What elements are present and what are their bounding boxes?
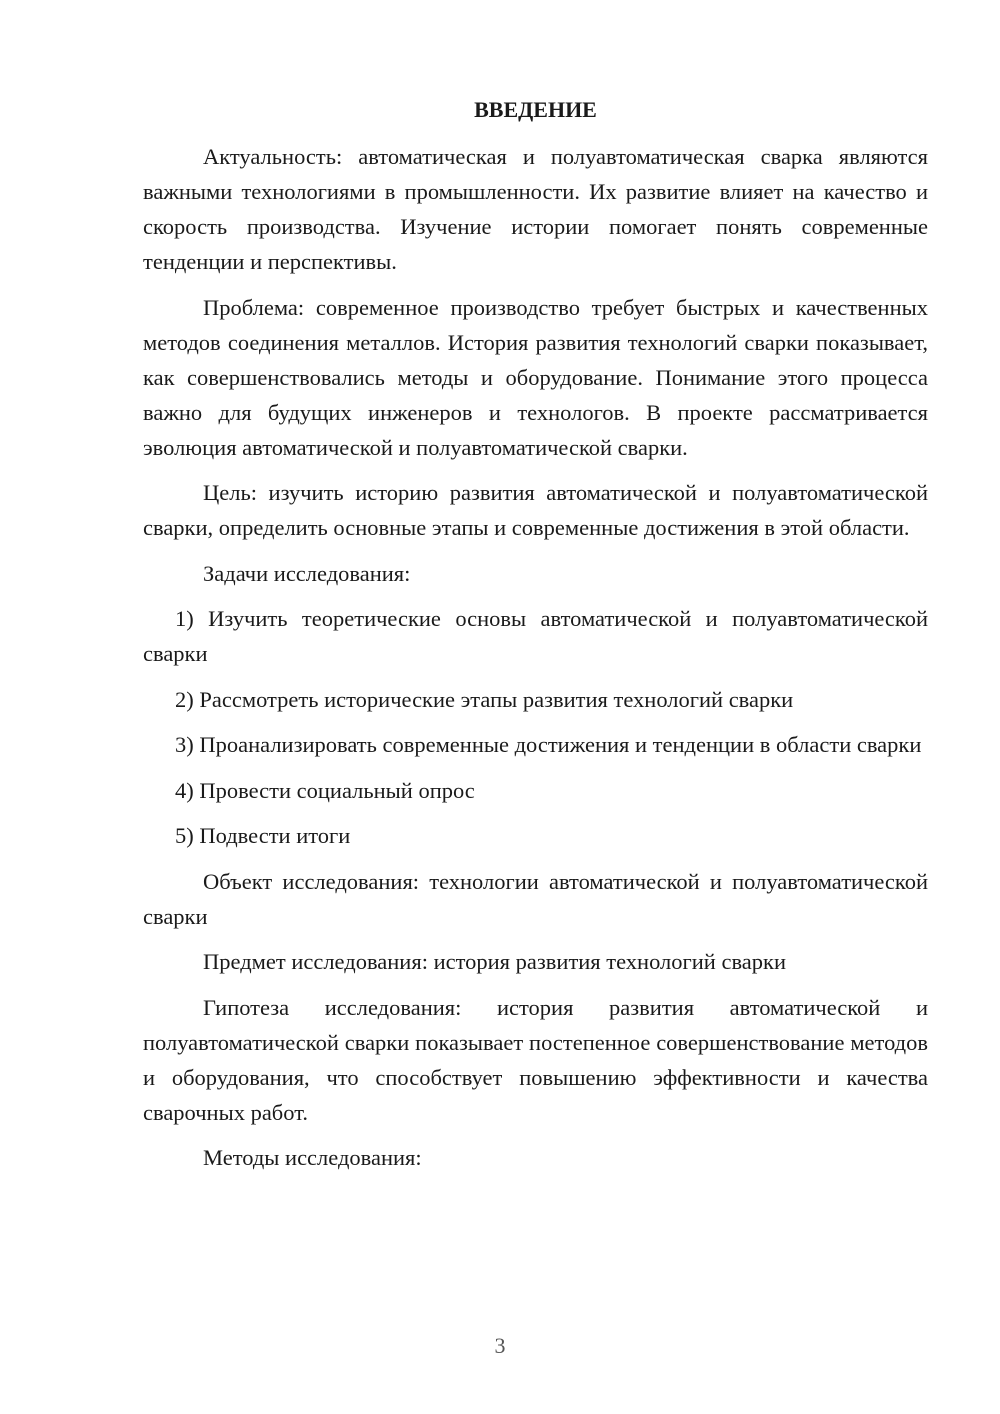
task-item-5: 5) Подвести итоги <box>175 823 351 848</box>
object-paragraph: Объект исследования: технологии автоматической и полуавтоматической сварки <box>143 868 928 929</box>
document-page <box>143 92 928 1186</box>
goal-paragraph: Цель: изучить историю развития автоматической и полуавтоматической сварки, определить основные этапы и современные достижения в этой области. <box>143 480 928 540</box>
problem-paragraph: Проблема: современное производство требует быстрых и качественных методов соединения металлов. История развития технологий сварки показывает, как совершенствовались методы и оборудование. Понимание этого процесса важно для будущих инженеров и технологов. В проекте рассматривается эволюция автоматической и полуавтоматической сварки. <box>143 294 928 460</box>
task-item-3: 3) Проанализировать современные достижения и тенденции в области сварки <box>175 732 922 757</box>
page-number: 3 <box>494 1333 506 1358</box>
task-item-2: 2) Рассмотреть исторические этапы развития технологий сварки <box>175 686 794 712</box>
tasks-heading: Задачи исследования: <box>203 560 411 586</box>
relevance-paragraph: Актуальность: автоматическая и полуавтоматическая сварка являются важными технологиями в промышленности. Их развитие влияет на качество и скорость производства. Изучение истории помогает понять современные тенденции и перспективы. <box>143 144 928 274</box>
methods-heading: Методы исследования: <box>203 1145 422 1170</box>
section-title: ВВЕДЕНИЕ <box>474 97 597 122</box>
task-item-1: 1) Изучить теоретические основы автоматической и полуавтоматической сварки <box>143 606 928 666</box>
task-item-4: 4) Провести социальный опрос <box>175 777 475 803</box>
hypothesis-paragraph: Гипотеза исследования: история развития автоматической и полуавтоматической сварки показывает постепенное совершенствование методов и оборудования, что способствует повышению эффективности и качества сварочных работ. <box>143 994 928 1125</box>
subject-paragraph: Предмет исследования: история развития технологий сварки <box>203 949 786 974</box>
